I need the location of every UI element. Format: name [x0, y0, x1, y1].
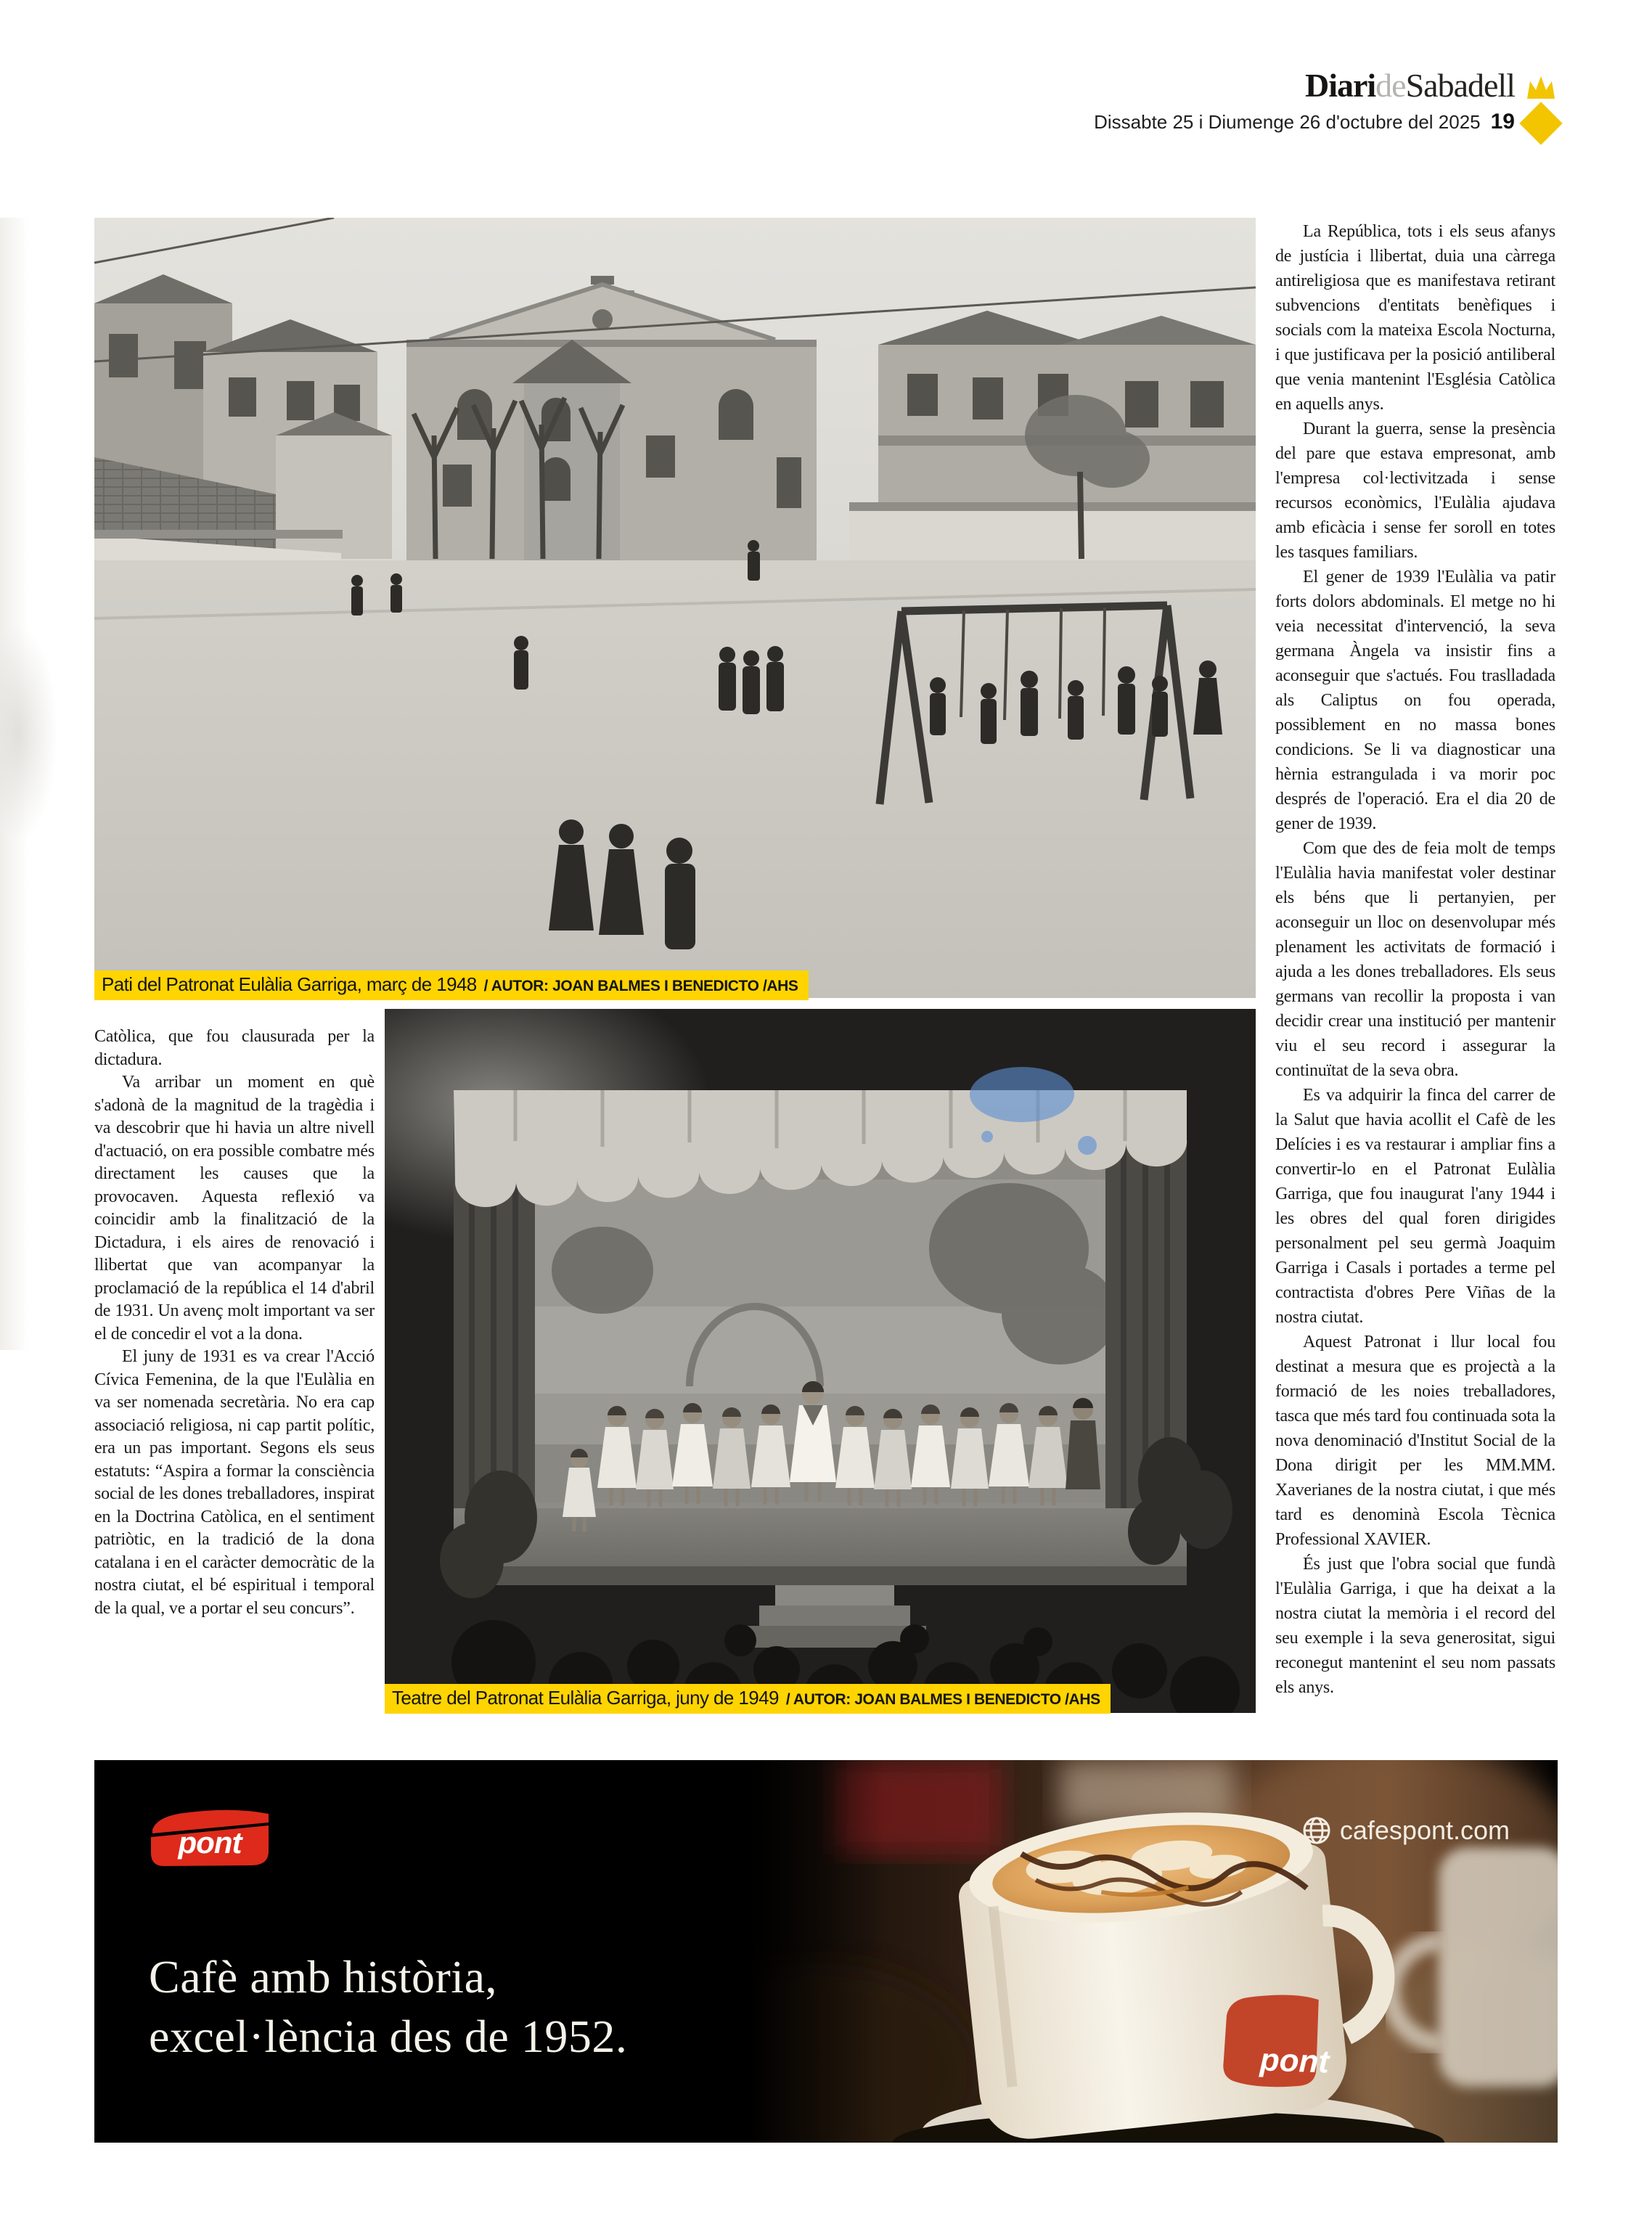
article-paragraph: Catòlica, que fou clausurada per la dictadura. [94, 1027, 375, 1069]
newspaper-title-de: de [1375, 67, 1406, 104]
photo2-caption-text: Teatre del Patronat Eulàlia Garriga, juny de 1949 [392, 1687, 779, 1709]
article-paragraph: El juny de 1931 es va crear l'Acció Cívica Femenina, de la que l'Eulàlia en va ser nomenada secretària. No era cap associació religiosa, ni cap partit polític, era un pas important. Segons els seus estatuts: “Aspira a formar la consciència social de les dones treballadores, inspirat en la Doctrina Catòlica, en el sentiment patriòtic, en la tradició de la dona catalana i en el caràcter democràtic de la nostra ciutat, el bé espiritual i temporal de la qual, ve a portar el seu concurs”. [94, 1347, 375, 1618]
pont-logo [145, 1808, 274, 1868]
ad-headline-line2: excel·lència des de 1952. [149, 2011, 628, 2062]
crown-icon [1525, 75, 1557, 99]
ad-website-text[interactable]: cafespont.com [1339, 1815, 1510, 1845]
photo1-caption [94, 970, 809, 1000]
newspaper-title [1094, 69, 1515, 102]
article-paragraph: El gener de 1939 l'Eulàlia va patir forts dolors abdominals. El metge no hi veia necessitat d'intervenció, la seva germana Àngela va insistir fins a aconseguir que s'actués. Fou traslladada als Caliptus on fou operada, possiblement en no massa bones condicions. Se li va diagnosticar una hèrnia estrangulada i va morir poc després de l'operació. Era el dia 20 de gener de 1939. [1275, 568, 1555, 833]
article-paragraph: Aquest Patronat i llur local fou destinat a mesura que es projectà a la formació de les noies treballadores, tasca que més tard fou continuada sota la nova denominació d'Institut Social de la Dona dirigit per les MM.MM. Xaverianes de la nostra ciutat, i que més tard es denominà Escola Tècnica Professional XAVIER. [1275, 1333, 1555, 1549]
mug-brand-label: pont [1259, 2042, 1330, 2080]
masthead [1094, 69, 1557, 139]
ad-website[interactable] [1302, 1815, 1510, 1846]
article-paragraph: Es va adquirir la finca del carrer de la Salut que havia acollit el Cafè de les Delícies i es va restaurar i ampliar fins a convertir-lo en el Patronat Eulàlia Garriga, que fou inaugurat l'any 1944 i les obres del qual foren dirigides personalment pel seu germà Joaquim Garriga i Casals i portades a terme pel contractista d'obres Pere Viñas de la nostra ciutat. [1275, 1086, 1555, 1327]
ad-headline [149, 1947, 627, 2066]
pont-wordmark: pont [178, 1825, 242, 1860]
article-paragraph: La República, tots i els seus afanys de justícia i llibertat, duia una càrrega antireligiosa que es manifestava retirant subvencions d'entitats benèfiques i socials com la mateixa Escola Nocturna, i que justificava per la posició antiliberal que venia mantenint l'Església Catòlica en aquells anys. [1275, 222, 1555, 414]
photo-courtyard-1948 [94, 218, 1256, 998]
photo1-caption-credit: / AUTOR: JOAN BALMES I BENEDICTO /AHS [483, 978, 798, 994]
coffee-advertisement[interactable] [94, 1760, 1558, 2143]
diamond-icon [1519, 102, 1562, 144]
newspaper-title-sabadell: Sabadell [1405, 67, 1515, 104]
newspaper-title-diari: Diari [1304, 67, 1376, 104]
photo1-caption-text: Pati del Patronat Eulàlia Garriga, març de 1948 [102, 973, 477, 995]
edition-date: Dissabte 25 i Diumenge 26 d'octubre del 2025 19 [1094, 110, 1515, 134]
article-column-right [1275, 219, 1555, 1709]
ad-headline-line1: Cafè amb història, [149, 1951, 497, 2003]
article-paragraph: Com que des de feia molt de temps l'Eulàlia havia manifestat voler destinar els béns que li pertanyien, per aconseguir un lloc on desenvolupar més plenament les activitats de formació i ajuda a les dones treballadores. Els seus germans van recollir la proposta i van decidir crear una institució per mantenir viu el seu record i assegurar la continuïtat de la seva obra. [1275, 839, 1555, 1080]
photo2-caption [385, 1684, 1111, 1714]
photo-theatre-1949 [385, 1009, 1256, 1713]
article-paragraph: Durant la guerra, sense la presència del pare que estava empresonat, amb l'empresa col·lectivitzada i sense recursos econòmics, l'Eulàlia ajudava amb eficàcia i sense fer soroll en totes les tasques familiars. [1275, 420, 1555, 562]
page-edge-blot [0, 624, 58, 842]
sabadell-crest-logo [1525, 69, 1557, 139]
photo2-caption-credit: / AUTOR: JOAN BALMES I BENEDICTO /AHS [785, 1691, 1100, 1708]
article-paragraph: És just que l'obra social que fundà l'Eulàlia Garriga, i que ha deixat a la nostra ciutat la memòria i el record del seu exemple i la seva generositat, sigui reconegut mantenint el seu nom passats els anys. [1275, 1555, 1555, 1697]
page-number: 19 [1490, 110, 1515, 134]
article-column-left [94, 1026, 375, 1741]
globe-icon [1302, 1816, 1331, 1845]
article-paragraph: Va arribar un moment en què s'adonà de la magnitud de la tragèdia i va descobrir que hi havia un altre nivell d'actuació, on era possible combatre més directament les causes que la provocaven. Aquesta reflexió va coincidir amb la finalització de la Dictadura, i els aires de renovació i llibertat que van acompanyar la proclamació de la república el 14 d'abril de 1931. Un avenç molt important va ser el de concedir el vot a la dona. [94, 1073, 375, 1343]
